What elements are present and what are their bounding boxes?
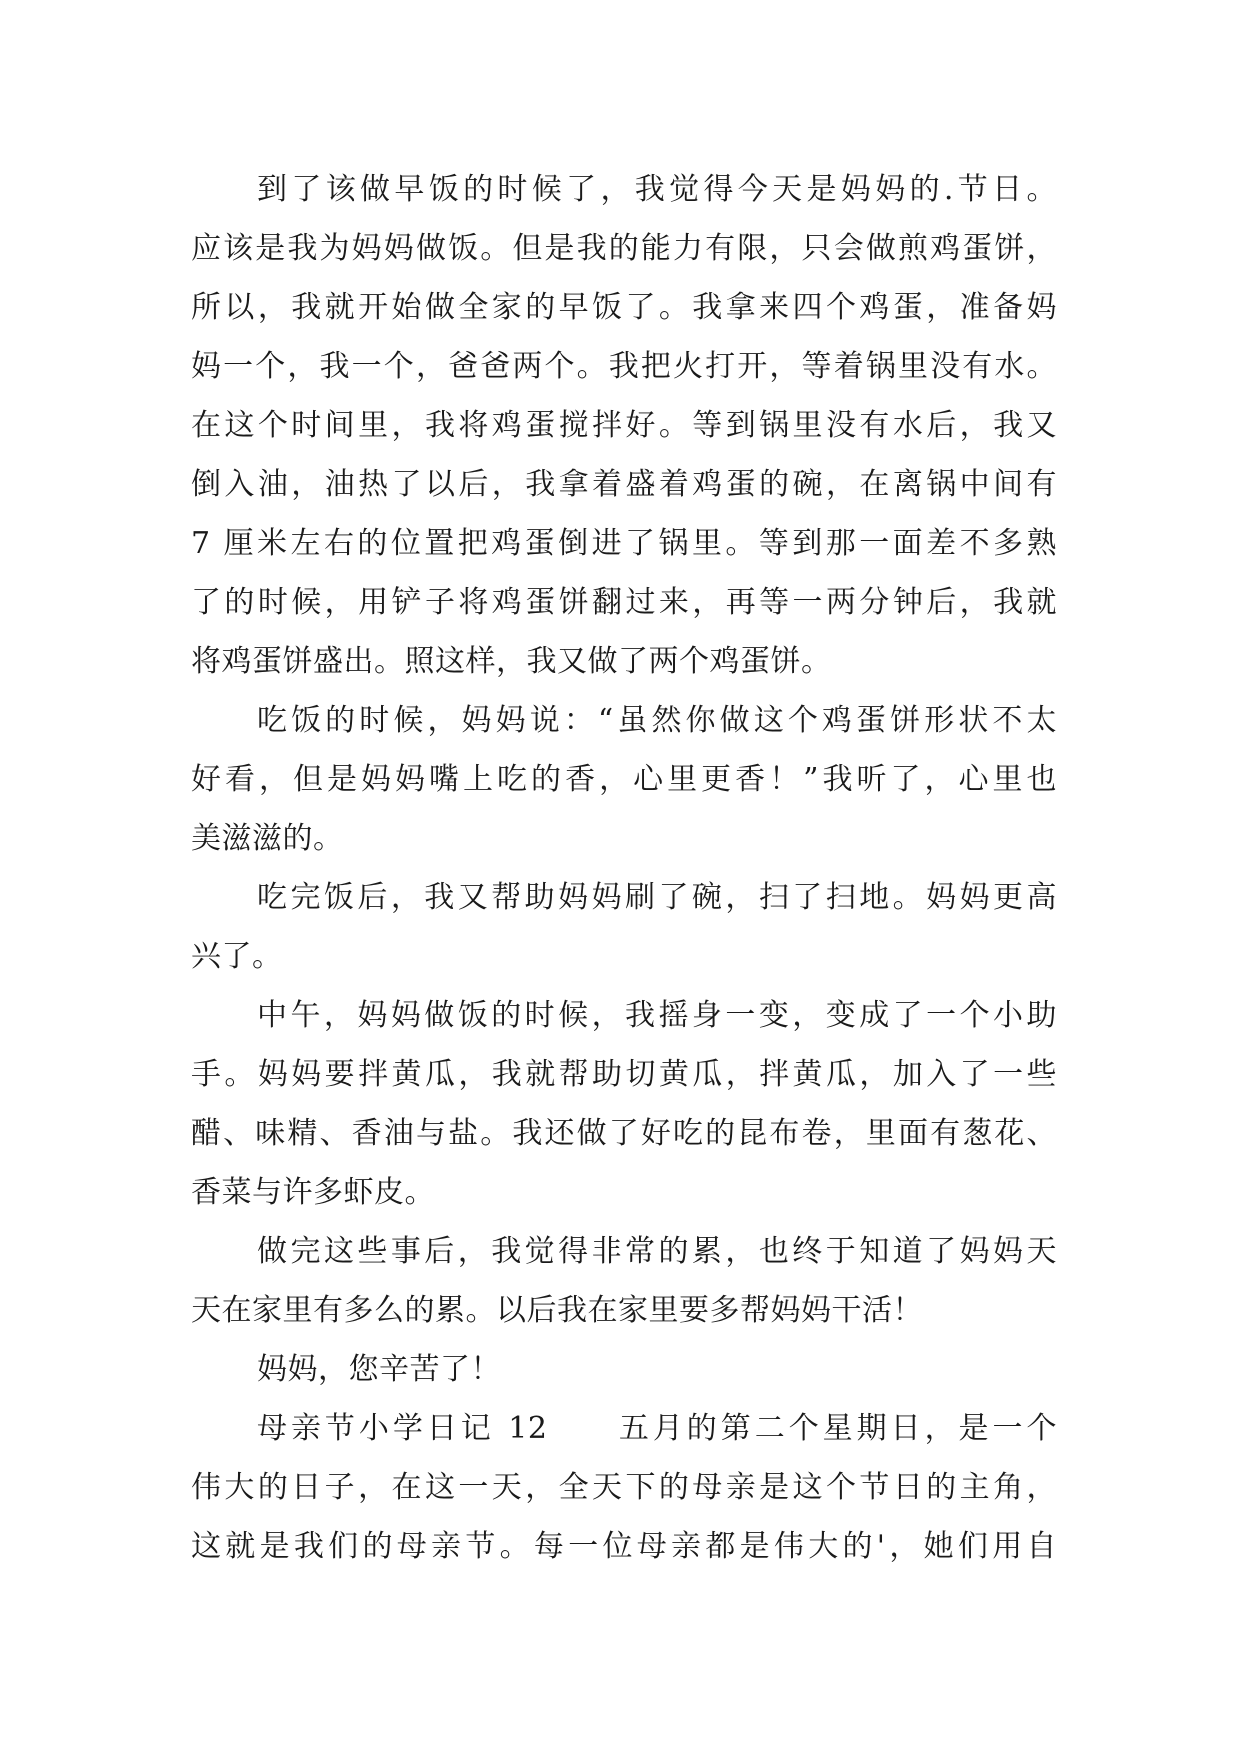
text-line: 这就是我们的母亲节。每一位母亲都是伟大的'，她们用自 bbox=[191, 1529, 1057, 1564]
text-line: 天在家里有多么的累。以后我在家里要多帮妈妈干活！ bbox=[191, 1293, 923, 1328]
text-line: 7 厘米左右的位置把鸡蛋倒进了锅里。等到那一面差不多熟 bbox=[191, 526, 1057, 561]
text-line: 在这个时间里，我将鸡蛋搅拌好。等到锅里没有水后，我又 bbox=[191, 408, 1057, 443]
text-line: 倒入油，油热了以后，我拿着盛着鸡蛋的碗，在离锅中间有 bbox=[191, 467, 1057, 502]
body-text bbox=[191, 160, 1057, 1576]
text-line: 中午，妈妈做饭的时候，我摇身一变，变成了一个小助 bbox=[257, 998, 1057, 1033]
text-line: 到了该做早饭的时候了，我觉得今天是妈妈的.节日。 bbox=[257, 172, 1057, 207]
text-line: 伟大的日子，在这一天，全天下的母亲是这个节日的主角， bbox=[191, 1470, 1057, 1505]
text-line: 妈一个，我一个，爸爸两个。我把火打开，等着锅里没有水。 bbox=[191, 349, 1057, 384]
text-line: 所以，我就开始做全家的早饭了。我拿来四个鸡蛋，准备妈 bbox=[191, 290, 1057, 325]
text-line: 美滋滋的。 bbox=[191, 821, 344, 856]
text-line: 醋、味精、香油与盐。我还做了好吃的昆布卷，里面有葱花、 bbox=[191, 1116, 1057, 1151]
text-line: 香菜与许多虾皮。 bbox=[191, 1175, 435, 1210]
text-line: 好看，但是妈妈嘴上吃的香，心里更香！”我听了，心里也 bbox=[191, 762, 1057, 797]
text-line: 将鸡蛋饼盛出。照这样，我又做了两个鸡蛋饼。 bbox=[191, 644, 832, 679]
text-line: 兴了。 bbox=[191, 939, 283, 974]
text-line: 了的时候，用铲子将鸡蛋饼翻过来，再等一两分钟后，我就 bbox=[191, 585, 1057, 620]
text-line: 做完这些事后，我觉得非常的累，也终于知道了妈妈天 bbox=[257, 1234, 1057, 1269]
text-line: 吃完饭后，我又帮助妈妈刷了碗，扫了扫地。妈妈更高 bbox=[257, 880, 1057, 915]
text-line: 应该是我为妈妈做饭。但是我的能力有限，只会做煎鸡蛋饼， bbox=[191, 231, 1057, 266]
text-line: 母亲节小学日记 12 五月的第二个星期日，是一个 bbox=[257, 1411, 1057, 1446]
text-line: 手。妈妈要拌黄瓜，我就帮助切黄瓜，拌黄瓜，加入了一些 bbox=[191, 1057, 1057, 1092]
text-line: 妈妈，您辛苦了！ bbox=[257, 1352, 501, 1387]
text-line: 吃饭的时候，妈妈说：“虽然你做这个鸡蛋饼形状不太 bbox=[257, 703, 1057, 738]
